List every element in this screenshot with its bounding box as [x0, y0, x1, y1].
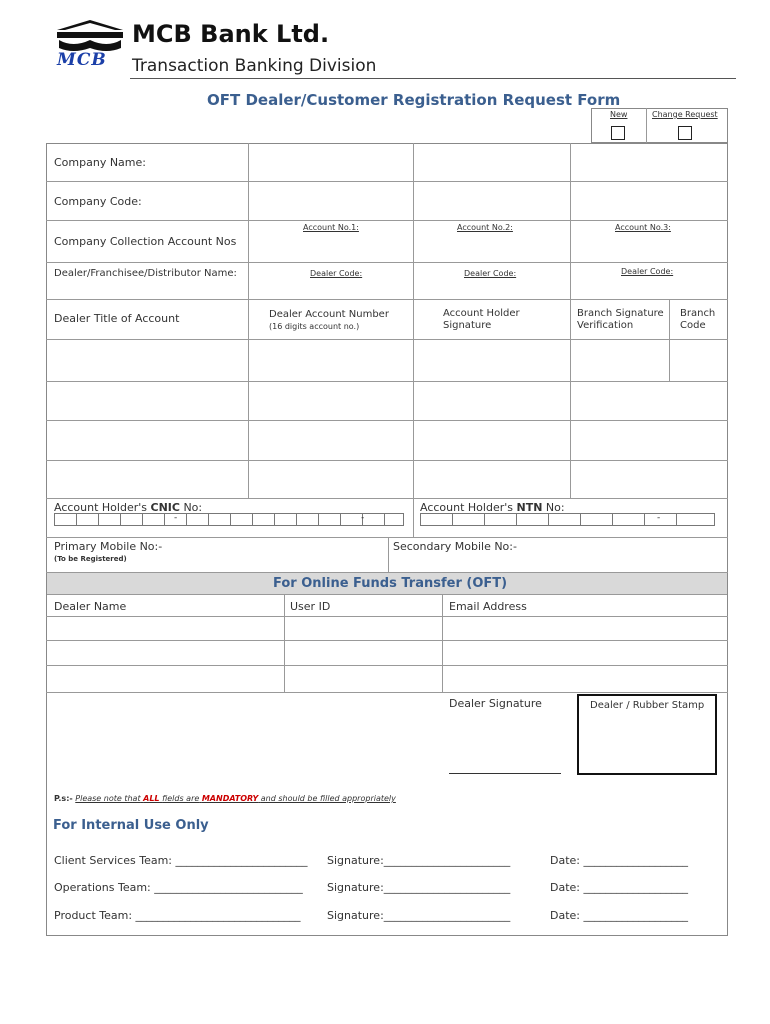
ntn-label: Account Holder's NTN No:: [420, 501, 565, 514]
collection-accounts-label: Company Collection Account Nos: [54, 235, 237, 248]
account-no-2-label: Account No.2:: [457, 223, 513, 232]
dealer-signature-label: Dealer Signature: [449, 697, 542, 710]
client-services-signature[interactable]: Signature:_______________________: [327, 854, 511, 867]
branch-code-header-1: Branch: [680, 308, 716, 319]
dealer-table-row[interactable]: [47, 461, 727, 497]
bank-name: MCB Bank Ltd.: [132, 20, 330, 48]
dealer-table-row[interactable]: [47, 382, 727, 419]
product-signature[interactable]: Signature:_______________________: [327, 909, 511, 922]
operations-field[interactable]: Operations Team: ___________________________: [54, 881, 303, 894]
oft-col-user-id: User ID: [290, 600, 331, 613]
client-services-field[interactable]: Client Services Team: ________________________: [54, 854, 308, 867]
oft-section-title: For Online Funds Transfer (OFT): [273, 576, 508, 591]
dealer-code-label-3: Dealer Code:: [621, 267, 674, 276]
product-field[interactable]: Product Team: ______________________________: [54, 909, 301, 922]
ntn-dash: -: [657, 513, 661, 523]
oft-table-row[interactable]: [47, 617, 727, 639]
primary-mobile-note: (To be Registered): [54, 555, 127, 563]
operations-date[interactable]: Date: ___________________: [550, 881, 688, 894]
cnic-dash-2: -: [361, 513, 365, 523]
dealer-account-number-header: Dealer Account Number: [269, 309, 389, 320]
header-rule: [130, 78, 736, 79]
company-code-label: Company Code:: [54, 195, 142, 208]
division-name: Transaction Banking Division: [132, 56, 377, 76]
dealer-signature-line[interactable]: [449, 773, 561, 774]
oft-table-row[interactable]: [47, 641, 727, 664]
primary-mobile-label: Primary Mobile No:-: [54, 540, 163, 553]
branch-code-header-2: Code: [680, 320, 706, 331]
oft-col-email: Email Address: [449, 600, 527, 613]
dealer-code-label-2: Dealer Code:: [464, 269, 517, 278]
ntn-input[interactable]: [420, 513, 715, 527]
company-name-field[interactable]: [250, 145, 726, 179]
cnic-dash-1: -: [174, 513, 178, 523]
branch-signature-header-2: Verification: [577, 320, 634, 331]
dealer-table-row[interactable]: [47, 421, 727, 459]
company-name-label: Company Name:: [54, 156, 146, 169]
dealer-table-row[interactable]: [47, 340, 727, 380]
cnic-input[interactable]: [54, 513, 404, 527]
branch-signature-header-1: Branch Signature: [577, 308, 664, 319]
secondary-mobile-label: Secondary Mobile No:-: [393, 540, 517, 553]
dealer-code-label-1: Dealer Code:: [310, 269, 363, 278]
internal-use-title: For Internal Use Only: [53, 818, 209, 833]
account-no-1-label: Account No.1:: [303, 223, 359, 232]
account-no-3-label: Account No.3:: [615, 223, 671, 232]
change-request-label: Change Request: [652, 110, 718, 119]
change-request-checkbox[interactable]: [678, 126, 692, 140]
dealer-name-label: Dealer/Franchisee/Distributor Name:: [54, 268, 237, 279]
company-code-field[interactable]: [250, 183, 726, 218]
holder-signature-header-1: Account Holder: [443, 308, 520, 319]
dealer-title-header: Dealer Title of Account: [54, 312, 180, 325]
secondary-mobile-field[interactable]: [530, 539, 725, 570]
holder-signature-header-2: Signature: [443, 320, 492, 331]
logo-text: MCB: [57, 50, 107, 70]
cnic-label: Account Holder's CNIC No:: [54, 501, 203, 514]
dealer-account-number-note: (16 digits account no.): [269, 322, 360, 331]
new-label: New: [610, 110, 628, 119]
oft-table-row[interactable]: [47, 666, 727, 691]
product-date[interactable]: Date: ___________________: [550, 909, 688, 922]
primary-mobile-field[interactable]: [200, 539, 385, 570]
bank-logo: [55, 18, 125, 73]
new-checkbox[interactable]: [611, 126, 625, 140]
rubber-stamp-label: Dealer / Rubber Stamp: [590, 700, 705, 711]
operations-signature[interactable]: Signature:_______________________: [327, 881, 511, 894]
form-title: OFT Dealer/Customer Registration Request Form: [207, 91, 621, 109]
oft-col-dealer-name: Dealer Name: [54, 600, 127, 613]
client-services-date[interactable]: Date: ___________________: [550, 854, 688, 867]
mandatory-note: P.s:- Please note that ALL fields are MANDATORY and should be filled appropriately: [54, 794, 396, 803]
